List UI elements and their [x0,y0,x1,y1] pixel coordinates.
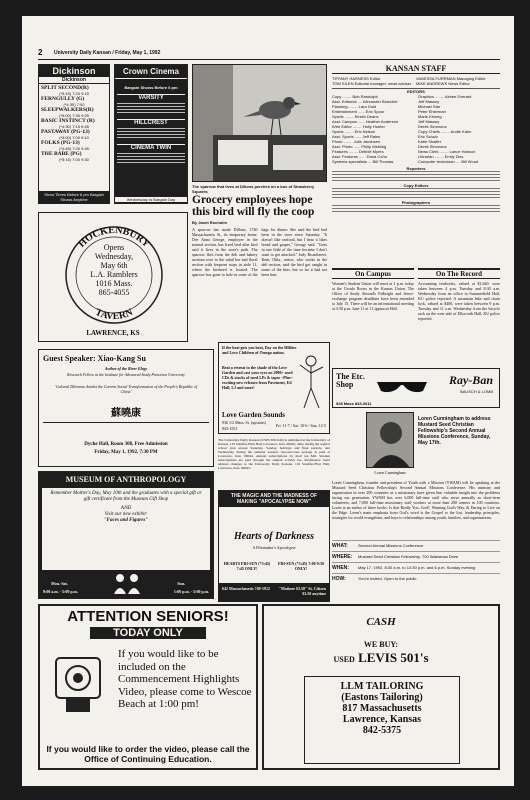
crown-venue-list [115,79,187,167]
crown-logo: Crown Cinema [115,65,187,79]
staff-section-photo: Photographers [401,200,431,205]
crown-showtimes-lines [117,153,185,165]
staff-entry: Asst. Features ...... Dana Cohn [332,154,387,159]
staff-section-editors: EDITORS [332,88,500,94]
loren-info-label: WHERE: [332,554,353,560]
love-garden-offer: Beat a retreat to the shade of the Love Garden and cast your eyes on 2000+ used CDs & stacks of used LPs & tapes ~Plus~ exciting new releases from Pavement, Ed Hall, LJ and more! [222,365,293,390]
staff-entry: Planning ........ Lara Gold [332,104,377,109]
staff-entry: Copy ........ Bob Randolph [332,94,378,99]
loren-body: Loren Cunningham, founder and president of Youth with a Mission (YWAM) will be speaking at the Mustard Seed Christian Fellowship's Second Annual Missions Conference. His ministry and organization in over 200 countries as a missionary have given him valuable insight into the problems facing our generation. YWAM has over 6,000 full-time staff who serve annually as short-term volunteers, and 7,000 full-time missionary staff workers at more than 200 centers in 100 countries. Loren is an author of three books: Is that Really You, God?, Winning God's Way, & Daring to Live on the Edge. Loren's main emphasis from God's word is the Gospel to the lost, leadership principles, strategies for world evangelism, and keys to relationships among youth, families, and organizations. [332,480,500,520]
dickinson-sub: Dickinson [39,77,109,84]
staff-entry: Computer technician .... Bill Wood [418,159,479,164]
crown-venue: VARSITY [117,94,185,101]
loren-info-label: HOW: [332,576,346,582]
dickinson-movie-times: (*5:15) 7:00 9:30 [59,157,89,162]
reporters-text [332,171,500,181]
loren-headline: Loren Cunningham to address Mustard Seed Christian Fellowship's Second Annual Missions Conference, Sunday, May 17th. [418,416,491,446]
staff-editors [332,76,500,86]
staff-section-reporters: Reporters [406,166,426,171]
speaker-role: Author of the River Elegy [104,366,148,371]
tailoring-name: LLM TAILORING (Eastons Tailoring) [340,681,424,703]
loren-info-row [332,562,500,573]
love-garden-address: 936 1/2 Mass. St. (upstairs) [222,420,266,425]
darkness-left-times: HEARTS FRI-SUN (*3:45) 7:45 ONLY! [223,561,271,571]
etc-shop-ad [332,368,500,408]
museum-hours-1 [51,581,68,586]
cash-buy: WE BUY: [363,640,399,649]
dickinson-movie-title: SLEEPWALKERS(R) [41,107,94,113]
crown-venue: HILLCREST [117,119,185,126]
dickinson-movie-title: FERNGULLY (G) [41,96,85,102]
seniors-today: TODAY ONLY [90,627,206,639]
speaker-title: Guest Speaker: Xiao-Kang Su [43,354,146,363]
museum-text: Remember Mother's Day, May 10th and the graduates with a special gift or gift certificate from the Museum Gift Shop [50,491,202,502]
cash-used: USED [333,655,355,664]
hockenbury-details [79,243,149,297]
staff-entry: Features ........ Debbie Myers [332,149,384,154]
dickinson-movie-times: (*5:00) 7:30 9:25 [59,113,89,118]
dickinson-logo: Dickinson [39,65,109,77]
hockenbury-arc-text: HOCKENBURY [76,224,152,250]
staff-entry: Asst. Editorial .... Alexander Bloechel [332,99,398,104]
tailoring-address: 817 Massachusetts [342,703,422,714]
bird-story [192,194,327,364]
seniors-body: If you would like to be included on the Commencement Highlights Video, please come to Wescoe Beach at 1:00 pm! [118,648,252,710]
darkness-film: Hearts of Darkness [233,531,314,542]
tailoring-city: Lawrence, Kansas [342,714,422,725]
museum-time-2: 1:00 p.m. - 5:00 p.m. [173,589,209,594]
staff-editor: TOM SILEN Editorial manager, news adviser [332,81,412,86]
staff-title: KANSAN STAFF [332,64,500,74]
museum-visit: Visit our new exhibit: [104,512,148,517]
staff-editor: TIFFANY HARNESS Editor [332,76,381,81]
on-record-body: Accounting textbooks, valued at $1,640, were taken between 4 p.m. Tuesday and 8:30 a.m. Wednesday from an office in Summerfield Hall, KU police reported. A mountain bike and chain lock, valued at $400, were taken between 9 p.m. Tuesday and 11 a.m. Wednesday from the bicycle rack on the west side of Ellsworth Hall, KU police reported. [418,281,500,321]
loren-info-label: WHAT: [332,543,348,549]
dickinson-movie-times: (*4:45) 7:20 9:45 [59,146,89,151]
museum-title: MUSEUM OF ANTHROPOLOGY [65,475,187,484]
darkness-right-times: FRI-SUN (*3:45) 7:00 9:30 ONLY! [278,561,324,571]
museum-hours-2: Sun. [177,581,185,586]
crown-venue: Bargain Shows Before 6 pm [124,85,178,90]
dickinson-movie-times: (*4:30) 7:15 9:45 [59,124,89,129]
rayban-sub: BAUSCH & LOMB [460,389,493,394]
tailoring-box [304,676,460,764]
dickinson-movie-times: (*5:00) 7:00 9:10 [59,135,89,140]
staff-entry: Librarian ........ Emily Dixs [418,154,464,159]
dancer-illustration [296,353,326,413]
speaker-fellow: Research Fellow at the Institute for Advanced Study Princeton University [67,372,185,377]
loren-info-table [332,540,500,584]
cash-levis: LEVIS 501's [358,650,429,665]
story-body: A sparrow has made Dillons, 1740 Massachusetts St., its temporary home. Dee Anna George, employee in the natural section, has fixed bird after bird said it lives in the store's path. The sparrow flies from the deli and bakery sections over to the salad bar and floral section with frequent stops in aisle 11, where the birdseed is located. The sparrow has gone to hole in some of the bags for dinner. She said the bird had been in the store since Saturday. "It doesn't like seafood, but I hear it likes bread and grapes," George said. "Goes in one little of the time because I don't want to get attacked." Judy Broadstreet, Kent, Okla., senior, who works in the deli section, said the bird got caught in some of the bins, but so far it had not been hurt. [192,227,327,277]
staff-entry: Marie Kinneg [418,114,442,119]
staff-entry: Jeff Massey [418,119,440,124]
crown-showtimes-lines [117,128,185,140]
speaker-divider [43,422,209,423]
publication-info: The University Daily Kansan (USPS 650-640) is published at the University of Kansas, 119 Stauffer-Flint Hall, Lawrence, Kan. 66045, daily during the regular school year except Saturday, Sunday, holidays and final periods, and Wednesday during the summer session. Second-class postage is paid at Lawrence, Kan. 66044. Annual subscriptions by mail are $40. Student subscriptions are paid through the student activity fee. Postmaster: Send address changes to the University Daily Kansan, 119 Stauffer-Flint Hall, Lawrence, Kan. 66045. [218,438,330,470]
darkness-title: THE MAGIC AND THE MADNESS OF MAKING "APOCALYPSE NOW" [219,491,329,507]
loren-portrait [366,412,414,468]
crown-footer: Wednesday Is Bargain Day [115,197,187,202]
love-garden-hours: Fri. 11-7 / Sat. 10-6 / Sun. 12-5 [275,423,326,428]
staff-entry: Photo ........ Julie Jacobsen [332,139,381,144]
hockenbury-ad [38,212,188,342]
story-headline: Grocery employees hope this bird will fly the coop [192,194,315,218]
photographers-text [332,205,500,213]
staff-entry: Wire Editor ........ Holly Hunter [332,124,385,129]
dickinson-movie-times: (*5:15) 7:20 9:15 [59,91,89,96]
staff-column-right [418,94,500,164]
cash-levis-line [264,650,498,666]
staff-entry: Graphics ........ Aimee Everard [418,94,472,99]
video-camera-icon [48,648,110,718]
museum-inner [42,488,210,570]
seniors-title: ATTENTION SENIORS! [67,608,229,625]
darkness-venue-2: "Matinee $3.50" St. Citizen $3.50 anytime [278,586,326,596]
crown-venue: CINEMA TWIN [117,144,185,151]
dickinson-movie-title: THE BABE (PG) [41,151,82,157]
on-campus-title: On Campus [332,268,414,279]
hockenbury-phone: 865-4055 [98,288,130,297]
hockenbury-city: LAWRENCE, KS [86,329,140,337]
speaker-venue: Dyche Hall, Room 308, Free Admission [84,442,168,447]
loren-portrait-label: Loren Cunningham [374,470,406,475]
staff-entry: Jeff Massey [418,99,440,104]
hockenbury-day: Wednesday, [94,252,134,261]
staff-editor: VANESSA FURRMAN Managing Editor [416,76,486,81]
levis-ad [262,604,500,770]
loren-info-value: May 17, 1992, 8:30 a.m. to 12:30 p.m. and 6 p.m. Sunday evening [358,565,476,570]
cash-word: CASH [366,616,396,628]
on-campus-body: Women's Student Union will meet at 1 p.m. today at the Ursula Room in the Kansas Union. The Office of Study Abroad's Fulbright and direct-exchange program deadlines have been extended to July 15. There will be an informational meeting at 3:30 p.m. June 11 at 1 Lippincott Hall. [332,281,414,311]
figure-icon [112,572,142,594]
staff-entry: Entertainment ...... Eric Spoor [332,109,385,114]
museum-time-1: 9:00 a.m. - 5:00 p.m. [43,589,78,594]
staff-entry: Eric Schulz [418,134,439,139]
seniors-footer: If you would like to order the video, please call the Office of Continuing Education. [46,744,250,764]
rayban-logo: Ray-Ban [448,373,493,387]
crown-showtimes-lines [117,103,185,115]
dickinson-listing [38,64,110,204]
staff-entry: Asst. Photo ...... Philip Mehling [332,144,387,149]
darkness-footer [219,583,329,601]
loren-info-row [332,540,500,551]
sparrow-caption: The sparrow that lives at Dillons perches on a box of Strawberry Squares [192,184,315,194]
etc-phone: 928 Mass 843-0611 [336,401,372,406]
staff-entry: Copy Chiefs ........ Andie Kahn [418,129,472,134]
staff-entry: Systems specialists ... Bill Thomas [332,159,394,164]
museum-hours-1-label: Mon.-Sat. [51,581,68,586]
staff-entry: Sports ........ Kirstin Deans [332,114,379,119]
on-campus [332,268,414,364]
staff-section-copy: Copy Editors [403,183,429,188]
loren-info-value: Second Annual Missions Conference [358,543,424,548]
dickinson-movie-list [39,84,109,163]
tailoring-phone: 842-5375 [362,725,402,736]
loren-info-value: Mustard Seed Christian Fellowship, 700 Wakarusa Drive [358,554,459,559]
staff-entry: Katie Shaffer [418,139,442,144]
on-the-record [418,268,500,364]
staff-entry: Asst. Campus ...... Heather Anderson [332,119,399,124]
loren-ad [332,412,500,602]
loren-info-row [332,551,500,562]
hockenbury-address: 1016 Mass. [95,279,133,288]
dickinson-movie-title: FOLKS (PG-13) [41,140,80,146]
loren-info-label: WHEN: [332,565,349,571]
dickinson-movie-title: BASIC INSTINCT (R) [41,118,95,124]
staff-entry: News Clerk ........ Lance Hobson [418,149,476,154]
guest-speaker-ad [38,349,214,467]
staff-editor: MIKE ANDREWS News Editor [416,81,470,86]
staff-column-left [332,94,414,164]
sunglasses-icon [375,379,429,395]
staff-entry: Derek Simmons [418,144,447,149]
sparrow-image [193,65,327,182]
love-garden-phone: 843-1551 [222,426,238,431]
darkness-venue-1: 642 Massachusetts 749-1912 [222,586,270,591]
hockenbury-opens: Opens [103,243,125,252]
staff-entry: Michael Star [418,104,441,109]
loren-info-value: You're invited. Open to the public. [358,576,418,581]
speaker-chinese: 蘇曉康 [111,408,141,419]
museum-and: AND [120,506,132,511]
staff-entry: Derek Simmons [418,124,447,129]
etc-logo: The Etc. Shop [336,372,365,389]
seniors-ad [38,604,258,770]
love-garden-ad [218,342,330,434]
staff-columns [332,94,500,164]
dickinson-movie-title: SPLIT SECOND(R) [41,85,89,91]
story-byline: By Janet Rocholm [192,220,227,225]
hockenbury-band: L.A. Ramblers [90,270,138,279]
copy-editors-text [332,188,500,198]
hearts-of-darkness-ad [218,490,330,602]
speaker-topic: 'Cultural Dilemma Amidst the Current Social Transformation of the People's Republic of China' [54,384,198,394]
loren-info-row [332,573,500,584]
kansan-staff-box [332,64,500,264]
love-garden-name: Love Garden Sounds [222,411,286,419]
love-garden-pitch: If the heat gets you beat, Day on the Hillites and Love Children of Omega nation. [222,345,297,355]
on-record-title: On The Record [418,268,500,279]
museum-exhibit: "Faces and Figures" [103,518,149,523]
dickinson-movie-times: (*4:30) 7:00 [63,102,85,107]
page-number: 2 [38,48,43,57]
newspaper-page [22,16,514,786]
museum-ad [38,471,214,599]
dickinson-footer: Show Times Before 6 pm Bargain Shows Anytime [39,191,109,203]
header-title: University Daily Kansan / Friday, May 1, 1992 [54,50,161,56]
darkness-sub: A Filmmaker's Apocalypse [252,545,296,550]
staff-entry: Sports ........ Eric Nelson [332,129,376,134]
staff-entry: Peter Ehlerman [418,109,446,114]
page-header [38,48,500,60]
staff-entry: Asst. Sports ...... Jeff Rains [332,134,381,139]
crown-cinema-listing [114,64,188,204]
tavern-arc-text: TAVERN [93,306,135,323]
dickinson-movie-title: PASTAWAY (PG-13) [41,129,90,135]
sparrow-photo [192,64,327,182]
hockenbury-date: May 6th [100,261,128,270]
speaker-when: Friday, May 1, 1992, 7:30 PM [94,450,158,455]
